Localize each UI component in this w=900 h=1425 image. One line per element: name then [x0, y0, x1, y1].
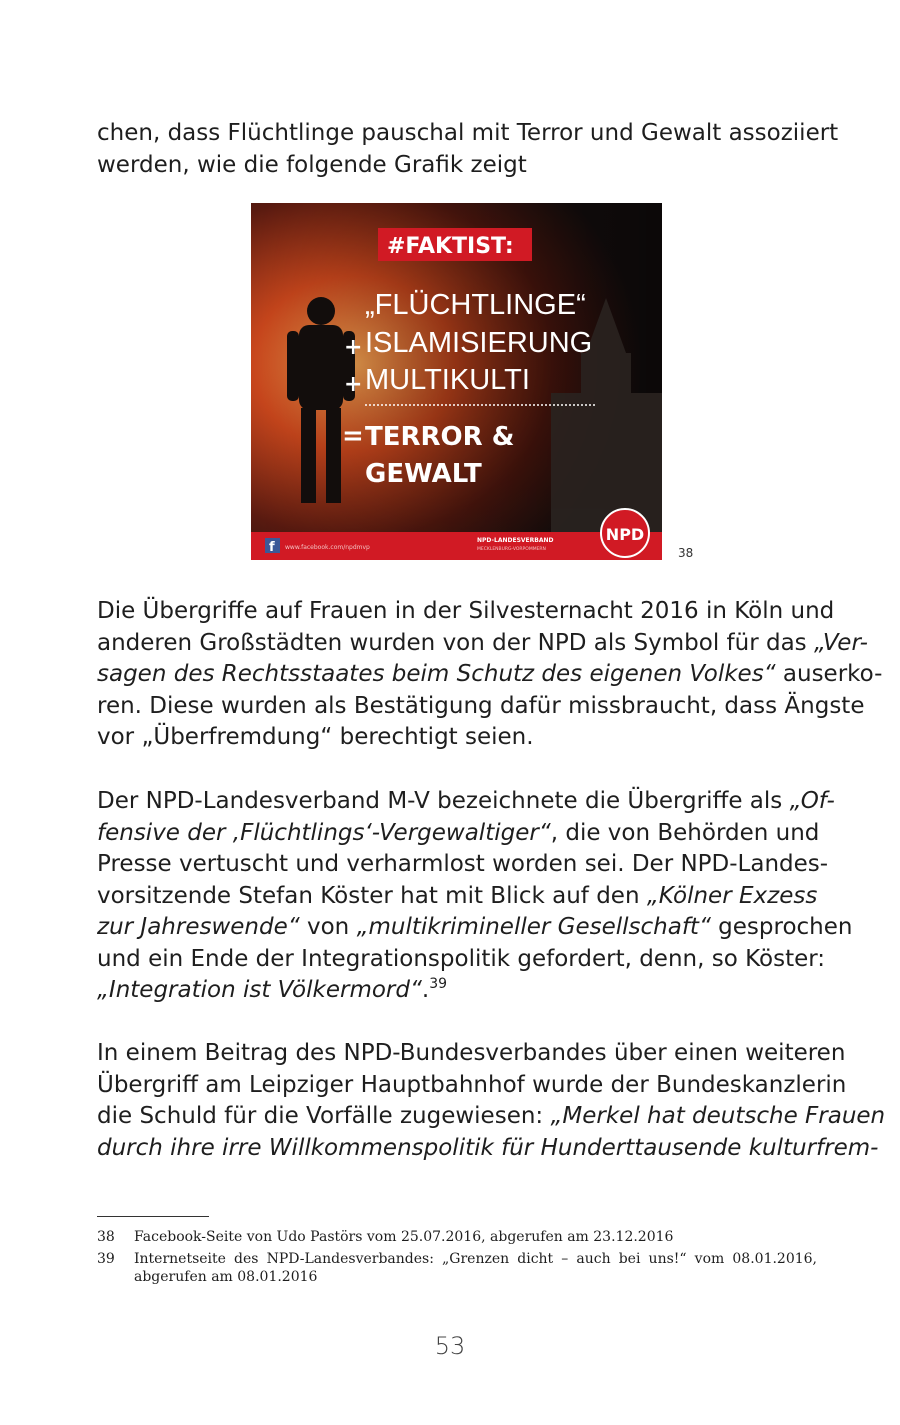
footer-org-2: MECKLENBURG-VORPOMMERN — [477, 547, 546, 552]
footer-url: www.facebook.com/npdmvp — [285, 544, 370, 551]
npd-logo-text: NPD — [605, 525, 645, 544]
npd-propaganda-image — [251, 203, 662, 560]
paragraph-2 — [97, 596, 883, 754]
intro-line-1: chen, dass Flüchtlinge pauschal mit Terror und Gewalt assoziiert — [97, 120, 839, 146]
p2-line-2: anderen Großstädten wurden von der NPD als Symbol für das „Ver- — [97, 629, 868, 656]
footnote-rule — [97, 1216, 209, 1217]
p3-line-1: Der NPD-Landesverband M-V bezeichnete die Übergriffe als „Of- — [97, 788, 835, 814]
p3-line-4: vorsitzende Stefan Köster hat mit Blick auf den „Kölner Exzess — [97, 882, 818, 909]
figure-line-1: „FLÜCHTLINGE“ — [365, 289, 586, 321]
intro-line-2: werden, wie die folgende Grafik zeigt — [97, 151, 527, 178]
intro-paragraph — [97, 118, 839, 181]
footnote-39-text-1: Internetseite des NPD-Landesverbandes: „Grenzen dicht – auch bei uns!“ vom 08.01.2016, — [134, 1251, 817, 1267]
footnote-38-text: Facebook-Seite von Udo Pastörs vom 25.07.2016, abgerufen am 23.12.2016 — [134, 1229, 674, 1245]
p3-line-7: „Integration ist Völkermord“.$^{39}$ — [97, 976, 448, 1003]
figure-line-3: MULTIKULTI — [365, 364, 530, 396]
p3-line-3: Presse vertuscht und verharmlost worden sei. Der NPD-Landes- — [97, 851, 829, 877]
footnote-ref-39: 39 — [429, 976, 448, 992]
paragraph-4 — [97, 1038, 886, 1164]
p2-line-3: sagen des Rechtsstaates beim Schutz des eigenen Volkes“ auserko- — [97, 661, 883, 687]
p3-line-2: fensive der ‚Flüchtlings‘-Vergewaltiger“, die von Behörden und — [97, 819, 820, 846]
p4-line-4: durch ihre irre Willkommenspolitik für Hunderttausende kulturfrem- — [97, 1134, 879, 1161]
paragraph-3 — [97, 786, 853, 1007]
svg-text:f: f — [269, 540, 275, 555]
footnote-39-text-2: abgerufen am 08.01.2016 — [134, 1269, 318, 1285]
footnote-39-num: 39 — [97, 1251, 115, 1267]
footnote-39 — [97, 1250, 817, 1288]
p3-line-6: und ein Ende der Integrationspolitik gefordert, denn, so Köster: — [97, 945, 826, 972]
p3-line-5: zur Jahreswende“ von „multikrimineller Gesellschaft“ gesprochen — [97, 914, 853, 940]
footnote-39-body — [134, 1250, 817, 1286]
p2-line-4: ren. Diese wurden als Bestätigung dafür missbraucht, dass Ängste — [97, 692, 865, 719]
figure-line-4: TERROR & — [365, 422, 515, 452]
figure-line-2: ISLAMISIERUNG — [365, 327, 593, 359]
footnote-38 — [97, 1228, 817, 1246]
page-number: 53 — [434, 1332, 466, 1360]
p2-line-5: vor „Überfremdung“ berechtigt seien. — [97, 724, 534, 750]
p4-line-2: Übergriff am Leipziger Hauptbahnhof wurde der Bundeskanzlerin — [97, 1071, 847, 1098]
plus-sign-2: + — [344, 372, 363, 397]
hashtag-text: #FAKTIST: — [387, 234, 514, 259]
footer-org-1: NPD-LANDESVERBAND — [477, 537, 554, 544]
p4-line-1: In einem Beitrag des NPD-Bundesverbandes über einen weiteren — [97, 1040, 846, 1066]
footnote-38-num: 38 — [97, 1229, 115, 1245]
equals-sign: = — [342, 421, 364, 451]
plus-sign-1: + — [344, 335, 363, 360]
p2-line-1: Die Übergriffe auf Frauen in der Silvesternacht 2016 in Köln und — [97, 598, 835, 624]
p4-line-3: die Schuld für die Vorfälle zugewiesen: „Merkel hat deutsche Frauen — [97, 1103, 886, 1129]
figure-line-5: GEWALT — [365, 459, 482, 489]
figure-footnote-ref: 38 — [678, 546, 694, 560]
